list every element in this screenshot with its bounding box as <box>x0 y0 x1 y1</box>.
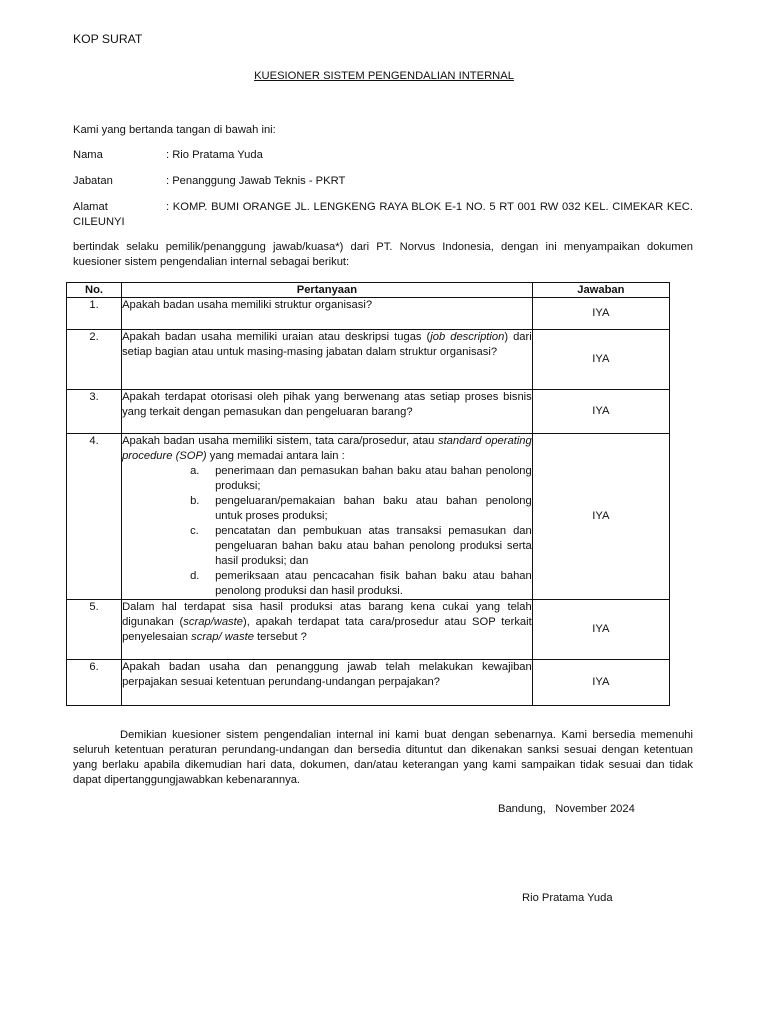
sub-item-letter: c. <box>190 525 199 537</box>
sub-item-d <box>190 569 532 599</box>
row-number: 4. <box>67 434 122 600</box>
sub-item-letter: b. <box>190 495 200 507</box>
questionnaire-table <box>66 282 670 706</box>
place-date: Bandung, November 2024 <box>498 803 635 815</box>
row-number: 1. <box>67 298 122 330</box>
table-row <box>67 434 670 600</box>
question-text: Apakah terdapat otorisasi oleh pihak yang berwenang atas setiap proses bisnis yang terkait dengan pemasukan dan pengeluaran barang? <box>122 390 533 434</box>
closing-paragraph <box>73 728 693 788</box>
question-text: Apakah badan usaha memiliki struktur organisasi? <box>122 298 533 330</box>
sub-item-text: pencatatan dan pembukuan atas transaksi pemasukan dan pengeluaran bahan baku atau bahan penolong produksi serta hasil produksi; dan <box>215 525 532 567</box>
question-part: ) dari setiap bagian atau untuk masing-masing jabatan dalam struktur organisasi? <box>122 331 532 358</box>
question-part: tersebut ? <box>253 631 307 643</box>
answer-text: IYA <box>532 660 669 706</box>
question-italic-term: scrap/ waste <box>191 631 254 643</box>
answer-text: IYA <box>532 330 669 390</box>
question-part: Dalam hal terdapat sisa hasil produksi atas barang kena cukai yang telah digunakan ( <box>122 601 532 628</box>
answer-text: IYA <box>532 434 669 600</box>
question-text <box>122 600 533 660</box>
question-text <box>122 330 533 390</box>
sub-item-c <box>190 524 532 569</box>
answer-text: IYA <box>532 600 669 660</box>
question-part: Apakah badan usaha memiliki sistem, tata cara/prosedur, atau <box>122 435 438 447</box>
question-text <box>122 434 533 600</box>
closing-text: Demikian kuesioner sistem pengendalian internal ini kami buat dengan sebenarnya. Kami bersedia memenuhi seluruh ketentuan peraturan perundang-undangan dan bersedia dituntut dan dikenakan sanksi sesuai dengan ketentuan yang berlaku apabila dikemudian hari data, dokumen, dan/atau keterangan yang kami sampaikan tidak sesuai dan tidak dapat dipertanggungjawabkan kebenarannya. <box>73 729 693 786</box>
sub-item-a <box>190 464 532 494</box>
sub-item-letter: a. <box>190 465 200 477</box>
sub-item-letter: d. <box>190 570 200 582</box>
column-header-jawaban: Jawaban <box>532 283 669 298</box>
question-part: Apakah badan usaha memiliki uraian atau deskripsi tugas ( <box>122 331 431 343</box>
table-row <box>67 298 670 330</box>
question-italic-term: scrap/waste <box>183 616 243 628</box>
alamat-value-continued: CILEUNYI <box>73 216 125 228</box>
signer-name: Rio Pratama Yuda <box>522 892 613 904</box>
row-number: 5. <box>67 600 122 660</box>
answer-text: IYA <box>532 298 669 330</box>
nama-label: Nama <box>73 149 103 161</box>
question-intro <box>122 434 532 464</box>
letterhead-placeholder: KOP SURAT <box>73 32 143 46</box>
row-number: 2. <box>67 330 122 390</box>
table-row <box>67 330 670 390</box>
question-text: Apakah badan usaha dan penanggung jawab telah melakukan kewajiban perpajakan sesuai ketentuan perundang-undangan perpajakan? <box>122 660 533 706</box>
intro-text: Kami yang bertanda tangan di bawah ini: <box>73 124 276 136</box>
nama-value: : Rio Pratama Yuda <box>166 149 263 161</box>
alamat-label: Alamat <box>73 201 108 213</box>
alamat-value: : KOMP. BUMI ORANGE JL. LENGKENG RAYA BLOK E-1 NO. 5 RT 001 RW 032 KEL. CIMEKAR KEC. <box>166 201 693 213</box>
table-header-row <box>67 283 670 298</box>
table-row <box>67 390 670 434</box>
question-part: yang memadai antara lain : <box>206 450 345 462</box>
jabatan-label: Jabatan <box>73 175 113 187</box>
question-italic-term: standard operating procedure (SOP) <box>122 435 532 462</box>
row-number: 6. <box>67 660 122 706</box>
statement-text: bertindak selaku pemilik/penanggung jawab/kuasa*) dari PT. Norvus Indonesia, dengan ini menyampaikan dokumen kuesioner sistem pengendalian internal sebagai berikut: <box>73 241 693 268</box>
column-header-no: No. <box>67 283 122 298</box>
row-number: 3. <box>67 390 122 434</box>
sub-item-text: pemeriksaan atau pencacahan fisik bahan baku atau bahan penolong produksi dan hasil produksi. <box>215 570 532 597</box>
table-row <box>67 660 670 706</box>
sub-item-b <box>190 494 532 524</box>
question-italic-term: job description <box>430 331 505 343</box>
answer-text: IYA <box>532 390 669 434</box>
sub-item-text: penerimaan dan pemasukan bahan baku atau bahan penolong produksi; <box>215 465 532 492</box>
jabatan-value: : Penanggung Jawab Teknis - PKRT <box>166 175 346 187</box>
sub-item-text: pengeluaran/pemakaian bahan baku atau bahan penolong untuk proses produksi; <box>215 495 532 522</box>
document-title: KUESIONER SISTEM PENGENDALIAN INTERNAL <box>254 70 514 82</box>
question-part: ), apakah terdapat tata cara/prosedur atau SOP terkait penyelesaian <box>122 616 532 643</box>
column-header-pertanyaan: Pertanyaan <box>122 283 533 298</box>
table-row <box>67 600 670 660</box>
